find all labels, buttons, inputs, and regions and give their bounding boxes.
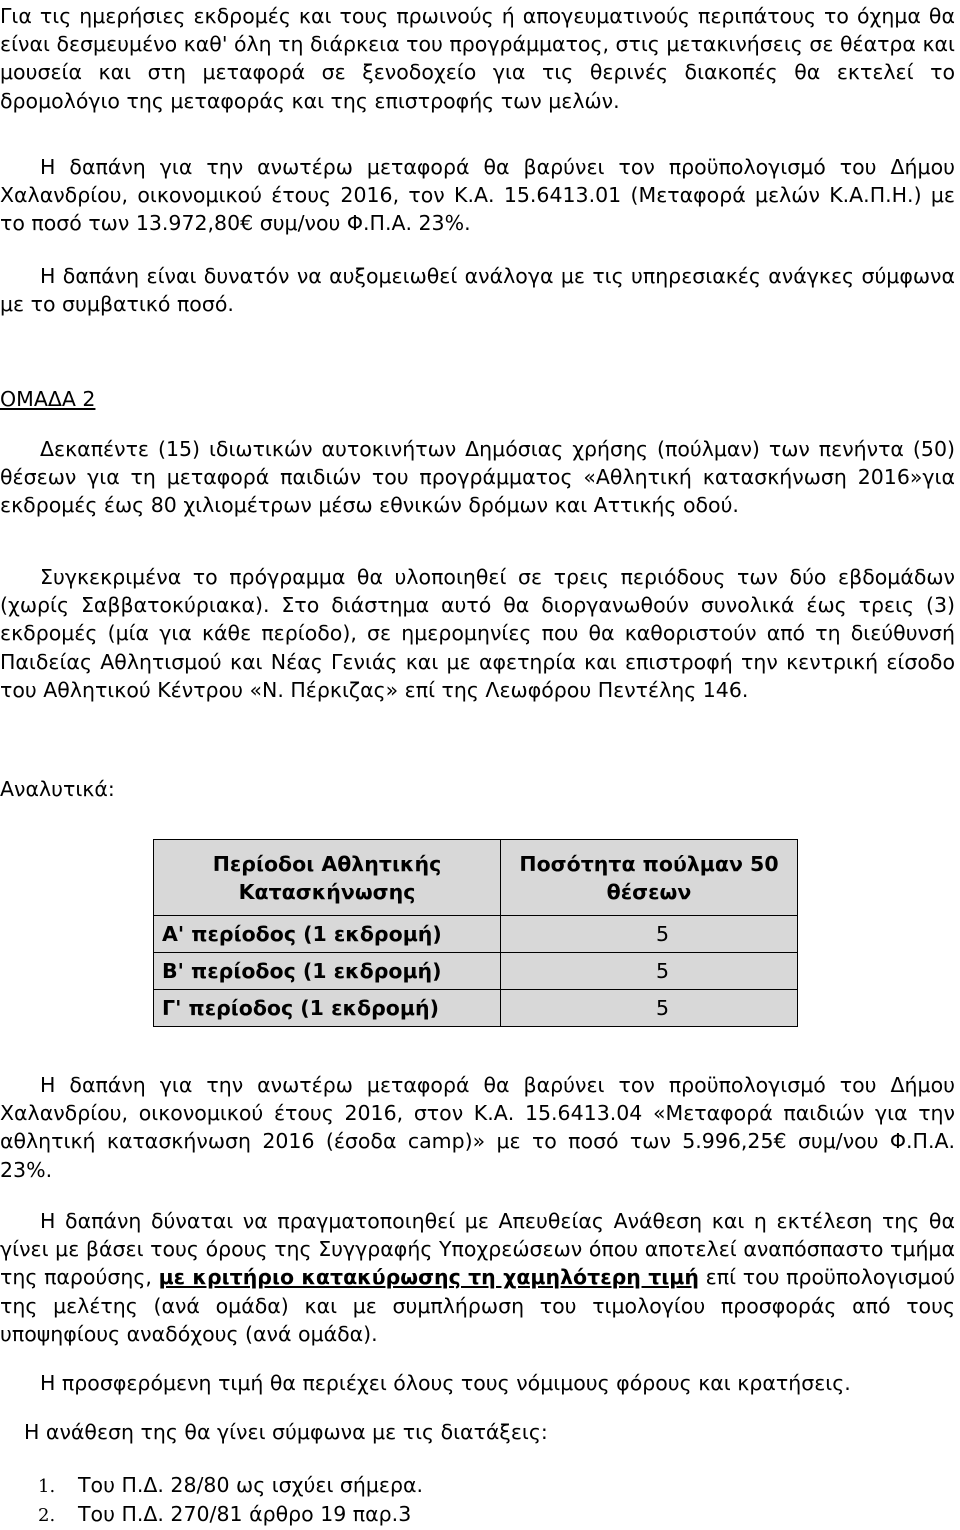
- table-cell-period: Α' περίοδος (1 εκδρομή): [154, 916, 501, 953]
- group-heading: ΟΜΑΔΑ 2: [0, 387, 96, 411]
- paragraph-group2-vehicles: Δεκαπέντε (15) ιδιωτικών αυτοκινήτων Δημόσιας χρήσης (πούλμαν) των πενήντα (50) θέσεων για τη μεταφορά παιδιών του προγράμματος «Αθλητική κατασκήνωση 2016»για εκδρομές έως 80 χιλιομέτρων μέσω εθνικών δρόμων και Αττικής οδού.: [0, 437, 955, 518]
- paragraph-provisions-intro: Η ανάθεση της θα γίνει σύμφωνα με τις διατάξεις:: [24, 1420, 548, 1444]
- list-item: [38, 1471, 423, 1500]
- list-item-text: Του Π.Δ. 28/80 ως ισχύει σήμερα.: [78, 1473, 424, 1497]
- list-item: [38, 1500, 423, 1529]
- paragraph-expense-group1: Η δαπάνη για την ανωτέρω μεταφορά θα βαρύνει τον προϋπολογισμό του Δήμου Χαλανδρίου, οικονομικού έτους 2016, τον Κ.Α. 15.6413.01 (Μεταφορά μελών Κ.Α.Π.Η.) με το ποσό των 13.972,80€ συμ/νου Φ.Π.Α. 23%.: [0, 155, 955, 236]
- table-cell-quantity: 5: [501, 916, 798, 953]
- table-header-periods: Περίοδοι Αθλητικής Κατασκήνωσης: [154, 840, 501, 916]
- analytics-label: Αναλυτικά:: [0, 777, 115, 801]
- list-item-text: Του Π.Δ. 270/81 άρθρο 19 παρ.3: [78, 1502, 412, 1526]
- paragraph-direct-award: [0, 1207, 955, 1348]
- direct-award-text-end: επί του προϋπολογισμού της μελέτης (ανά ομάδα) και με συμπλήρωση του τιμολογίου προσφοράς από τους υποψηφίους αναδόχους (ανά ομάδα).: [0, 1265, 955, 1346]
- table-header-quantity: Ποσότητα πούλμαν 50 θέσεων: [501, 840, 798, 916]
- table-cell-quantity: 5: [501, 990, 798, 1027]
- list-item-number: 1.: [38, 1476, 56, 1497]
- periods-table: [153, 839, 798, 1027]
- award-criterion-emphasis: με κριτήριο κατακύρωσης τη χαμηλότερη τιμή: [158, 1265, 699, 1290]
- paragraph-taxes: Η προσφερόμενη τιμή θα περιέχει όλους τους νόμιμους φόρους και κρατήσεις.: [40, 1371, 851, 1395]
- table-header-row: [154, 840, 798, 916]
- paragraph-daily-trips: Για τις ημερήσιες εκδρομές και τους πρωινούς ή απογευματινούς περιπάτους το όχημα θα είναι δεσμευμένο καθ' όλη τη διάρκεια του προγράμματος, στις μετακινήσεις σε θέατρα και μουσεία και στη μεταφορά σε ξενοδοχείο για τις θερινές διακοπές θα εκτελεί το δρομολόγιο της μεταφοράς και της επιστροφής των μελών.: [0, 4, 955, 113]
- paragraph-expense-adjust: Η δαπάνη είναι δυνατόν να αυξομειωθεί ανάλογα με τις υπηρεσιακές ανάγκες σύμφωνα με το συμβατικό ποσό.: [0, 264, 955, 317]
- direct-award-text-start: Η δαπάνη δύναται να πραγματοποιηθεί με Απευθείας Ανάθεση και η εκτέλεση της θα γίνει με βάσει τους όρους της Συγγραφής Υποχρεώσεων όπου αποτελεί αναπόσπαστο τμήμα της παρούσης,: [0, 1209, 955, 1290]
- paragraph-program-schedule: Συγκεκριμένα το πρόγραμμα θα υλοποιηθεί σε τρεις περιόδους των δύο εβδομάδων (χωρίς Σαββατοκύριακα). Στο διάστημα αυτό θα διοργανωθούν συνολικά έως τρεις (3) εκδρομές (μία για κάθε περίοδο), σε ημερομηνίες που θα καθοριστούν από τη διεύθυνσή Παιδείας Αθλητισμού και Νέας Γενιάς και με αφετηρία και επιστροφή την κεντρική είσοδο του Αθλητικού Κέντρου «Ν. Πέρκιζας» επί της Λεωφόρου Πεντέλης 146.: [0, 565, 955, 702]
- table-row: [154, 953, 798, 990]
- table-cell-quantity: 5: [501, 953, 798, 990]
- paragraph-expense-group2: Η δαπάνη για την ανωτέρω μεταφορά θα βαρύνει τον προϋπολογισμό του Δήμου Χαλανδρίου, οικονομικού έτους 2016, στον Κ.Α. 15.6413.04 «Μεταφορά παιδιών για την αθλητική κατασκήνωση 2016 (έσοδα camp)» με το ποσό των 5.996,25€ συμ/νου Φ.Π.Α. 23%.: [0, 1073, 955, 1182]
- provisions-list: [38, 1471, 423, 1529]
- table-cell-period: Β' περίοδος (1 εκδρομή): [154, 953, 501, 990]
- table-cell-period: Γ' περίοδος (1 εκδρομή): [154, 990, 501, 1027]
- table-row: [154, 990, 798, 1027]
- table-row: [154, 916, 798, 953]
- list-item-number: 2.: [38, 1505, 56, 1526]
